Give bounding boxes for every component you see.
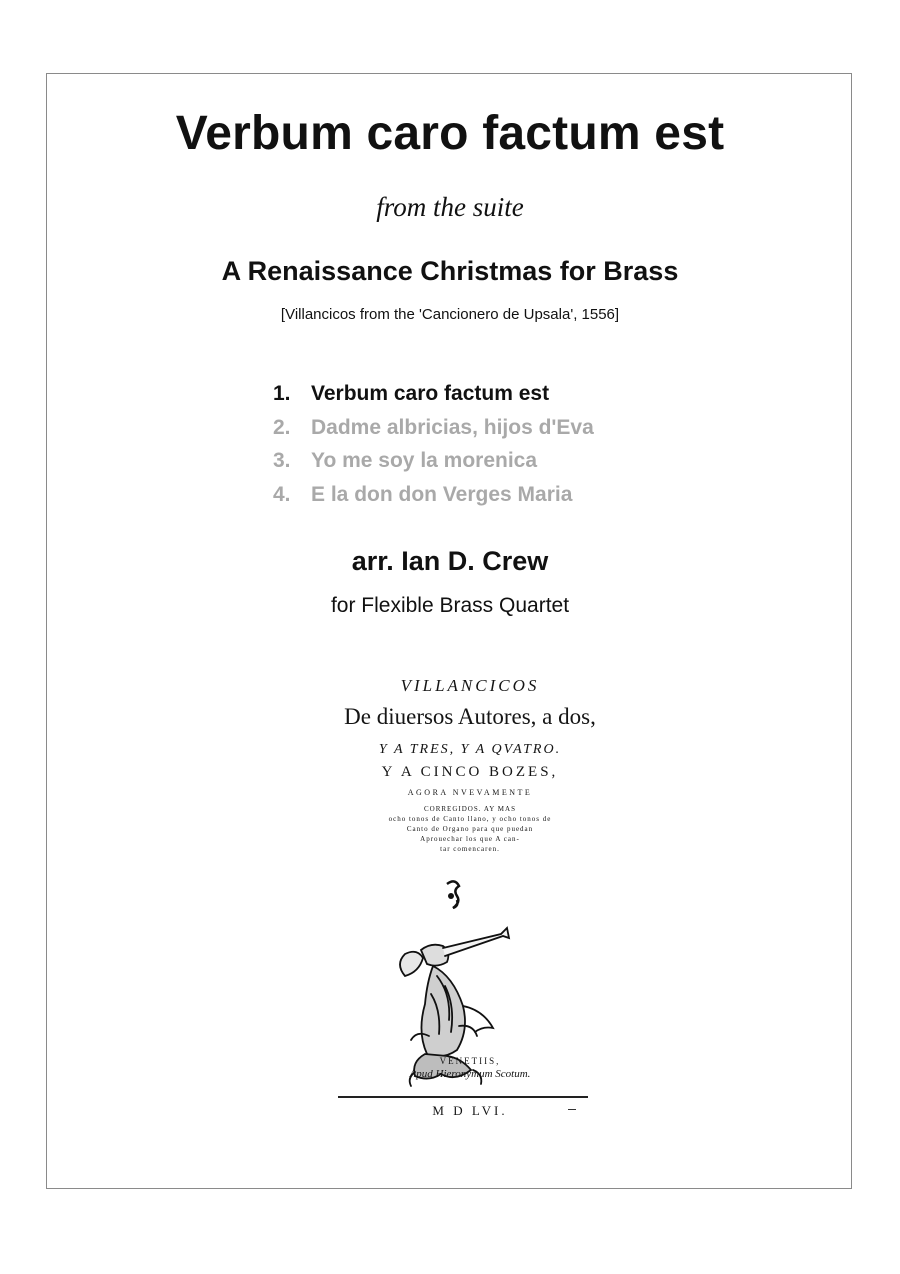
movement-item — [273, 447, 594, 481]
facsimile-line: ocho tonos de Canto llano, y ocho tonos de — [388, 815, 552, 823]
facsimile-line: CORREGIDOS. AY MAS — [424, 805, 516, 813]
facsimile-line: Apud Hieronymum Scotum. — [409, 1068, 531, 1080]
movement-name: Verbum caro factum est — [311, 382, 550, 405]
suite-subtitle: [Villancicos from the 'Cancionero de Upsala', 1556] — [280, 306, 620, 323]
movement-item — [273, 414, 594, 448]
facsimile-line: VILLANCICOS — [400, 676, 540, 695]
movement-item — [273, 380, 594, 414]
facsimile-line: Y A CINCO BOZES, — [381, 764, 559, 780]
facsimile-rule — [338, 1096, 588, 1098]
movement-item — [273, 481, 594, 515]
facsimile-line: M D LVI. — [432, 1103, 508, 1118]
facsimile-line: Y A TRES, Y A QVATRO. — [378, 742, 562, 757]
facsimile-line: Canto de Organo para que puedan — [406, 825, 534, 833]
facsimile-line: AGORA NVEVAMENTE — [407, 788, 533, 797]
facsimile-line: De diuersos Autores, a dos, — [344, 704, 596, 729]
movement-number: 4. — [273, 482, 291, 506]
page-title: Verbum caro factum est — [175, 107, 725, 160]
suite-title: A Renaissance Christmas for Brass — [221, 256, 679, 286]
movement-name: E la don don Verges Maria — [311, 482, 573, 506]
movement-name: Yo me soy la morenica — [311, 449, 538, 472]
movement-name: Dadme albricias, hijos d'Eva — [311, 415, 594, 439]
facsimile-line: VENETIIS, — [439, 1056, 501, 1066]
movement-number: 1. — [273, 382, 291, 405]
facsimile-small-print — [300, 804, 640, 854]
arranger-credit: arr. Ian D. Crew — [351, 546, 549, 576]
title-page-facsimile — [300, 668, 640, 1138]
ensemble-text: for Flexible Brass Quartet — [330, 594, 570, 617]
movement-list — [273, 380, 594, 514]
facsimile-line: Aprouechar los que A can- — [420, 835, 520, 843]
movement-number: 2. — [273, 415, 291, 439]
facsimile-line: tar comencaren. — [440, 845, 500, 853]
from-the-suite-text: from the suite — [376, 192, 524, 222]
movement-number: 3. — [273, 449, 291, 472]
